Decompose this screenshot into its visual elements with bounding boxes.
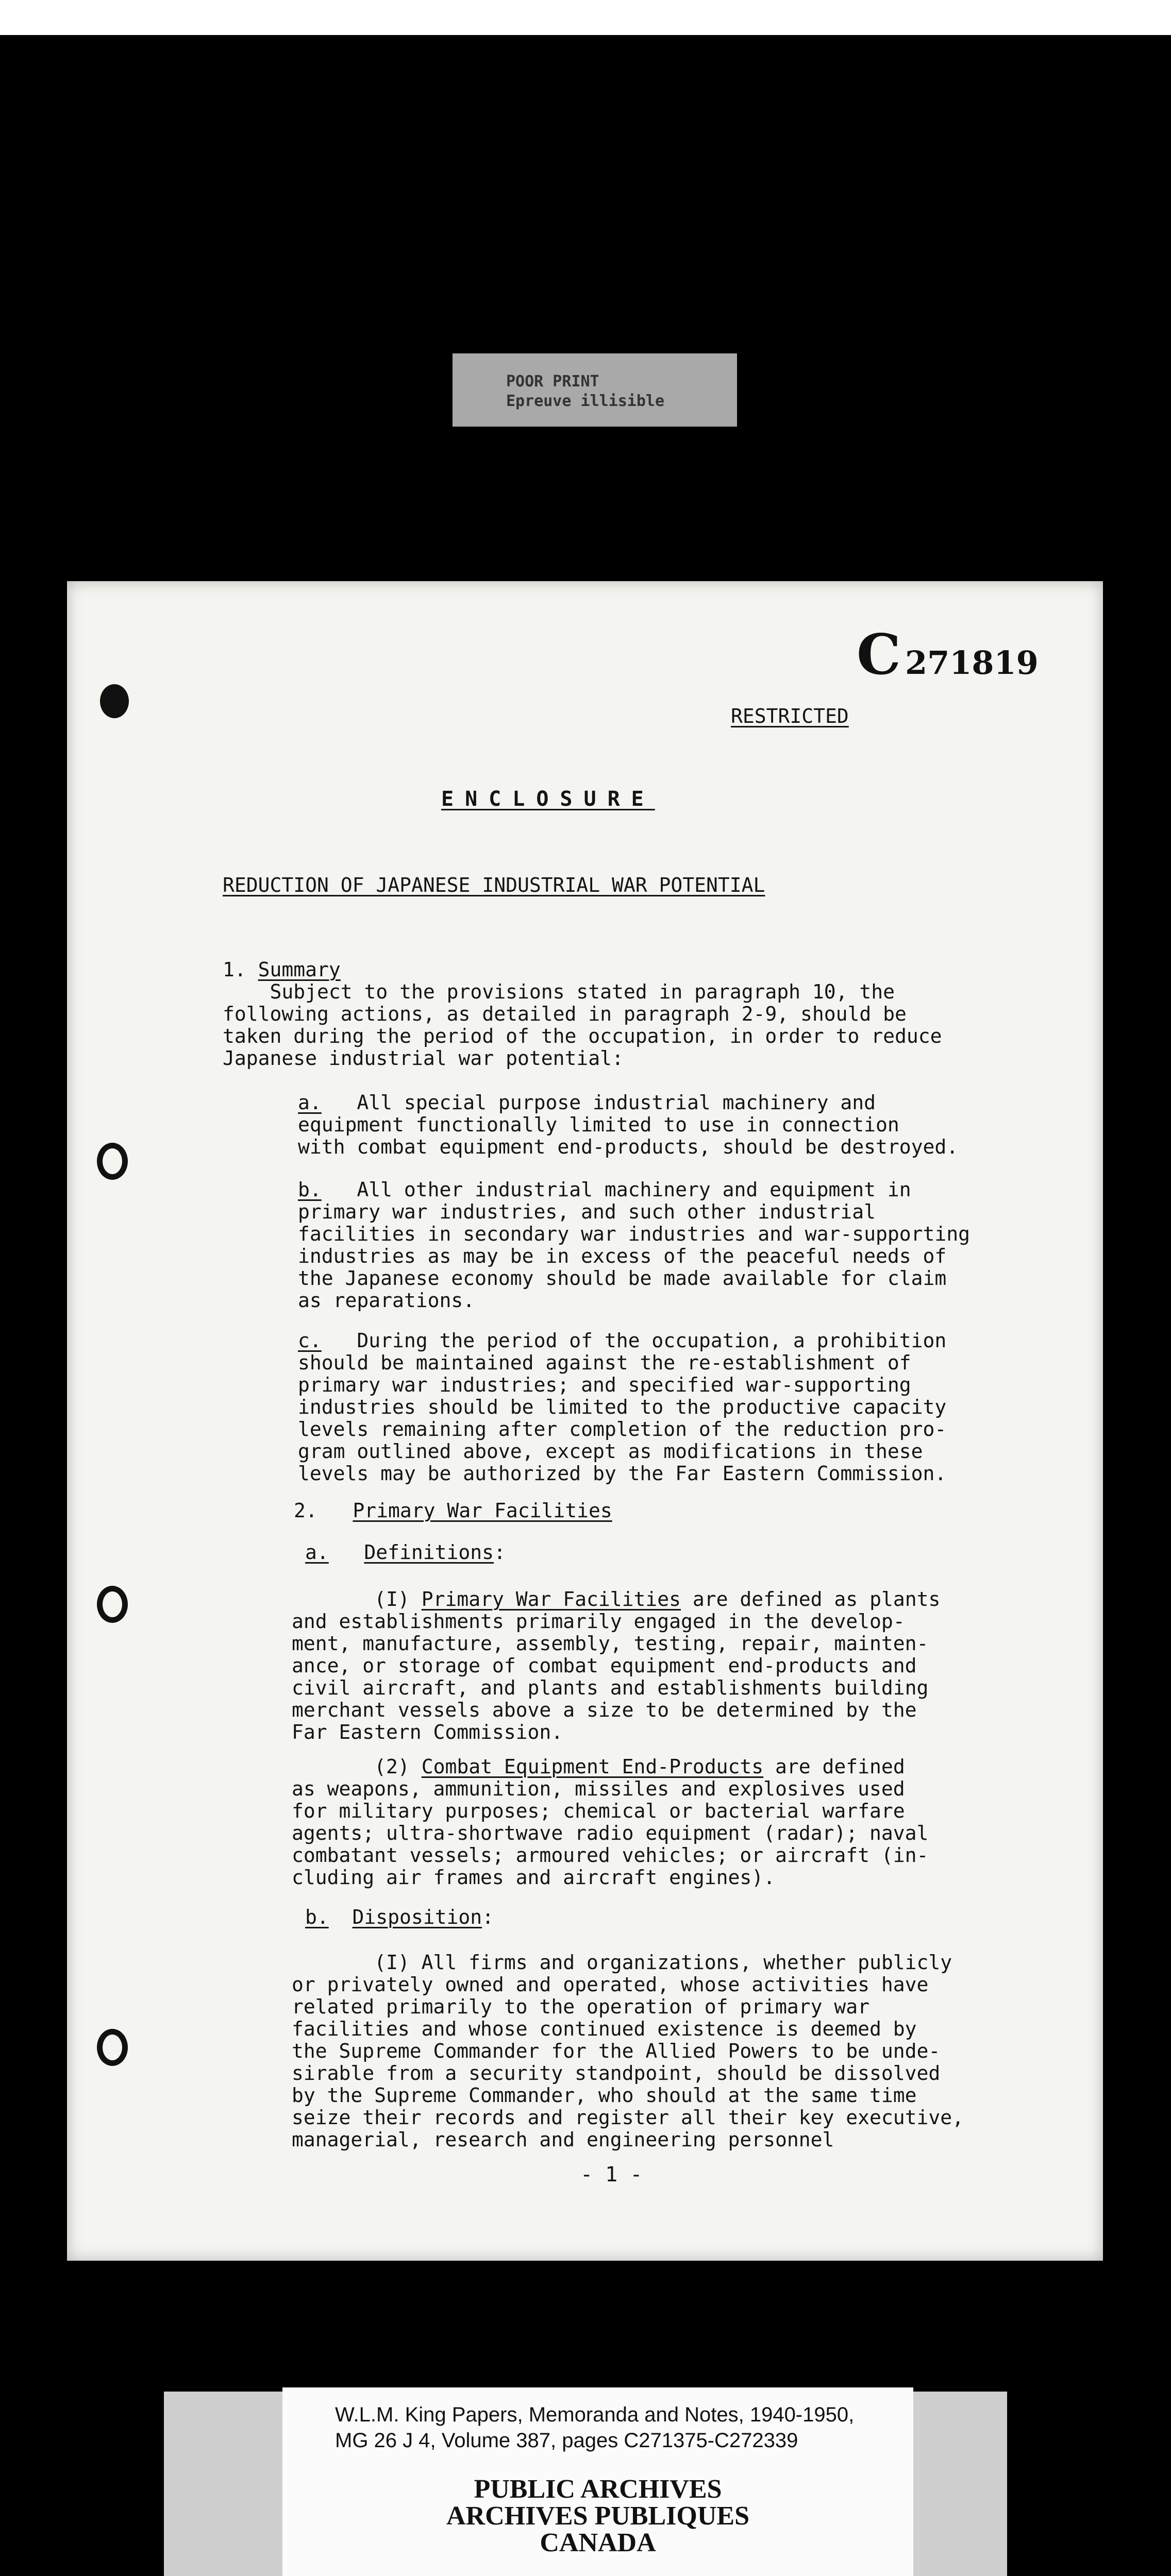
- item-b: [298, 1179, 970, 1312]
- subsection-b-colon: :: [482, 1906, 494, 1928]
- section-1-heading: Summary: [258, 958, 341, 981]
- poor-print-line-1: POOR PRINT: [506, 372, 599, 391]
- item-c-line-5: levels remaining after completion of the reduction pro-: [298, 1418, 947, 1440]
- item-b-line-1: All other industrial machinery and equipment in: [321, 1178, 911, 1201]
- disposition-1-line-5: sirable from a security standpoint, should be dissolved: [292, 2062, 941, 2084]
- document-number-value: 271819: [905, 644, 1039, 682]
- archives-stamp: [282, 2476, 913, 2556]
- section-1: [223, 959, 942, 1070]
- disposition-1: [292, 1952, 964, 2151]
- page-number: - 1 -: [580, 2163, 643, 2187]
- disposition-1-marker: (I): [374, 1951, 410, 1974]
- scan-top-edge: [0, 0, 1171, 35]
- disposition-1-line-7: seize their records and register all their key executive,: [292, 2106, 964, 2129]
- item-b-line-4: industries as may be in excess of the peaceful needs of: [298, 1245, 947, 1267]
- item-c: [298, 1330, 946, 1485]
- poor-print-stamp: [453, 353, 737, 427]
- definition-1-line-3: ance, or storage of combat equipment end-products and: [292, 1654, 917, 1677]
- definition-1-first-line-rest: are defined as plants: [681, 1588, 941, 1611]
- subsection-a-letter: a.: [305, 1541, 329, 1564]
- document-title: REDUCTION OF JAPANESE INDUSTRIAL WAR POTENTIAL: [223, 874, 765, 896]
- item-c-line-7: levels may be authorized by the Far Eastern Commission.: [298, 1462, 947, 1485]
- definition-2-line-5: cluding air frames and aircraft engines).: [292, 1866, 775, 1889]
- definition-1-line-1: and establishments primarily engaged in the develop-: [292, 1610, 905, 1633]
- punch-hole-top: [100, 684, 129, 718]
- definition-2-line-2: for military purposes; chemical or bacterial warfare: [292, 1800, 905, 1822]
- definition-1-line-2: ment, manufacture, assembly, testing, repair, mainten-: [292, 1632, 929, 1655]
- item-c-line-2: should be maintained against the re-establishment of: [298, 1351, 911, 1374]
- definition-2-line-1: as weapons, ammunition, missiles and explosives used: [292, 1777, 905, 1800]
- disposition-1-line-2: related primarily to the operation of primary war: [292, 1995, 870, 2018]
- definition-2-line-4: combatant vessels; armoured vehicles; or aircraft (in-: [292, 1844, 929, 1867]
- punch-hole-ring-2: [97, 1586, 128, 1623]
- disposition-1-line-1: or privately owned and operated, whose activities have: [292, 1973, 929, 1996]
- item-a-line-3: with combat equipment end-products, should be destroyed.: [298, 1136, 959, 1158]
- item-b-line-6: as reparations.: [298, 1289, 475, 1312]
- item-a-line-2: equipment functionally limited to use in connection: [298, 1113, 899, 1136]
- archives-line-1: PUBLIC ARCHIVES: [474, 2475, 722, 2504]
- item-b-letter: b.: [298, 1178, 322, 1201]
- subsection-a: [305, 1541, 506, 1564]
- poor-print-line-2: Epreuve illisible: [506, 392, 665, 410]
- section-2-number: 2.: [294, 1499, 317, 1522]
- section-1-line-3: taken during the period of the occupation, in order to reduce: [223, 1025, 942, 1047]
- citation-line-2: MG 26 J 4, Volume 387, pages C271375-C272339: [335, 2429, 798, 2452]
- item-c-line-3: primary war industries; and specified war-supporting: [298, 1374, 911, 1396]
- disposition-1-line-6: by the Supreme Commander, who should at the same time: [292, 2084, 917, 2107]
- section-1-line-2: following actions, as detailed in paragraph 2-9, should be: [223, 1003, 907, 1025]
- archives-line-2: ARCHIVES PUBLIQUES: [446, 2501, 750, 2531]
- item-c-letter: c.: [298, 1329, 322, 1352]
- definition-1-term: Primary War Facilities: [421, 1588, 681, 1611]
- document-page: [67, 581, 1103, 2261]
- definition-2-first-line-rest: are defined: [763, 1755, 905, 1778]
- classification-label: RESTRICTED: [731, 705, 849, 727]
- definition-2-line-3: agents; ultra-shortwave radio equipment (radar); naval: [292, 1822, 929, 1844]
- citation-line-1: W.L.M. King Papers, Memoranda and Notes, 1940-1950,: [335, 2403, 855, 2426]
- section-1-line-4: Japanese industrial war potential:: [223, 1047, 624, 1070]
- item-b-line-2: primary war industries, and such other industrial: [298, 1200, 876, 1223]
- item-c-line-4: industries should be limited to the productive capacity: [298, 1396, 947, 1418]
- disposition-1-line-4: the Supreme Commander for the Allied Powers to be unde-: [292, 2040, 941, 2062]
- item-a-line-1: All special purpose industrial machinery and: [321, 1091, 876, 1114]
- item-a: [298, 1092, 958, 1158]
- section-2: [294, 1500, 612, 1522]
- item-b-line-5: the Japanese economy should be made available for claim: [298, 1267, 947, 1290]
- definition-1-line-5: merchant vessels above a size to be determined by the: [292, 1699, 917, 1721]
- definition-2: [292, 1756, 928, 1889]
- definition-1-line-4: civil aircraft, and plants and establishments building: [292, 1676, 929, 1699]
- section-2-heading: Primary War Facilities: [353, 1499, 612, 1522]
- definition-1-line-6: Far Eastern Commission.: [292, 1721, 563, 1743]
- definition-1-marker: (I): [374, 1588, 410, 1611]
- document-number-prefix: C: [857, 622, 901, 687]
- subsection-a-heading: Definitions: [364, 1541, 494, 1564]
- punch-hole-ring-3: [97, 2029, 128, 2066]
- enclosure-heading: ENCLOSURE: [441, 787, 655, 811]
- disposition-1-line-3: facilities and whose continued existence is deemed by: [292, 2018, 917, 2040]
- disposition-1-line-8: managerial, research and engineering personnel: [292, 2128, 834, 2151]
- definition-2-marker: (2): [374, 1755, 410, 1778]
- section-1-line-1: Subject to the provisions stated in paragraph 10, the: [223, 980, 895, 1003]
- item-c-line-6: gram outlined above, except as modifications in these: [298, 1440, 923, 1463]
- archives-line-3: CANADA: [540, 2528, 656, 2557]
- item-a-letter: a.: [298, 1091, 322, 1114]
- disposition-1-first-line-rest: All firms and organizations, whether publicly: [409, 1951, 952, 1974]
- subsection-a-colon: :: [494, 1541, 506, 1564]
- subsection-b-letter: b.: [305, 1906, 329, 1928]
- item-b-line-3: facilities in secondary war industries and war-supporting: [298, 1223, 971, 1245]
- document-number: [857, 622, 1039, 687]
- definition-1: [292, 1588, 940, 1743]
- item-c-line-1: During the period of the occupation, a prohibition: [321, 1329, 947, 1352]
- punch-hole-ring-1: [97, 1143, 128, 1180]
- subsection-b-heading: Disposition: [352, 1906, 482, 1928]
- archive-citation: [335, 2402, 902, 2453]
- subsection-b: [305, 1906, 494, 1928]
- definition-2-term: Combat Equipment End-Products: [421, 1755, 764, 1778]
- section-1-number: 1.: [223, 958, 246, 981]
